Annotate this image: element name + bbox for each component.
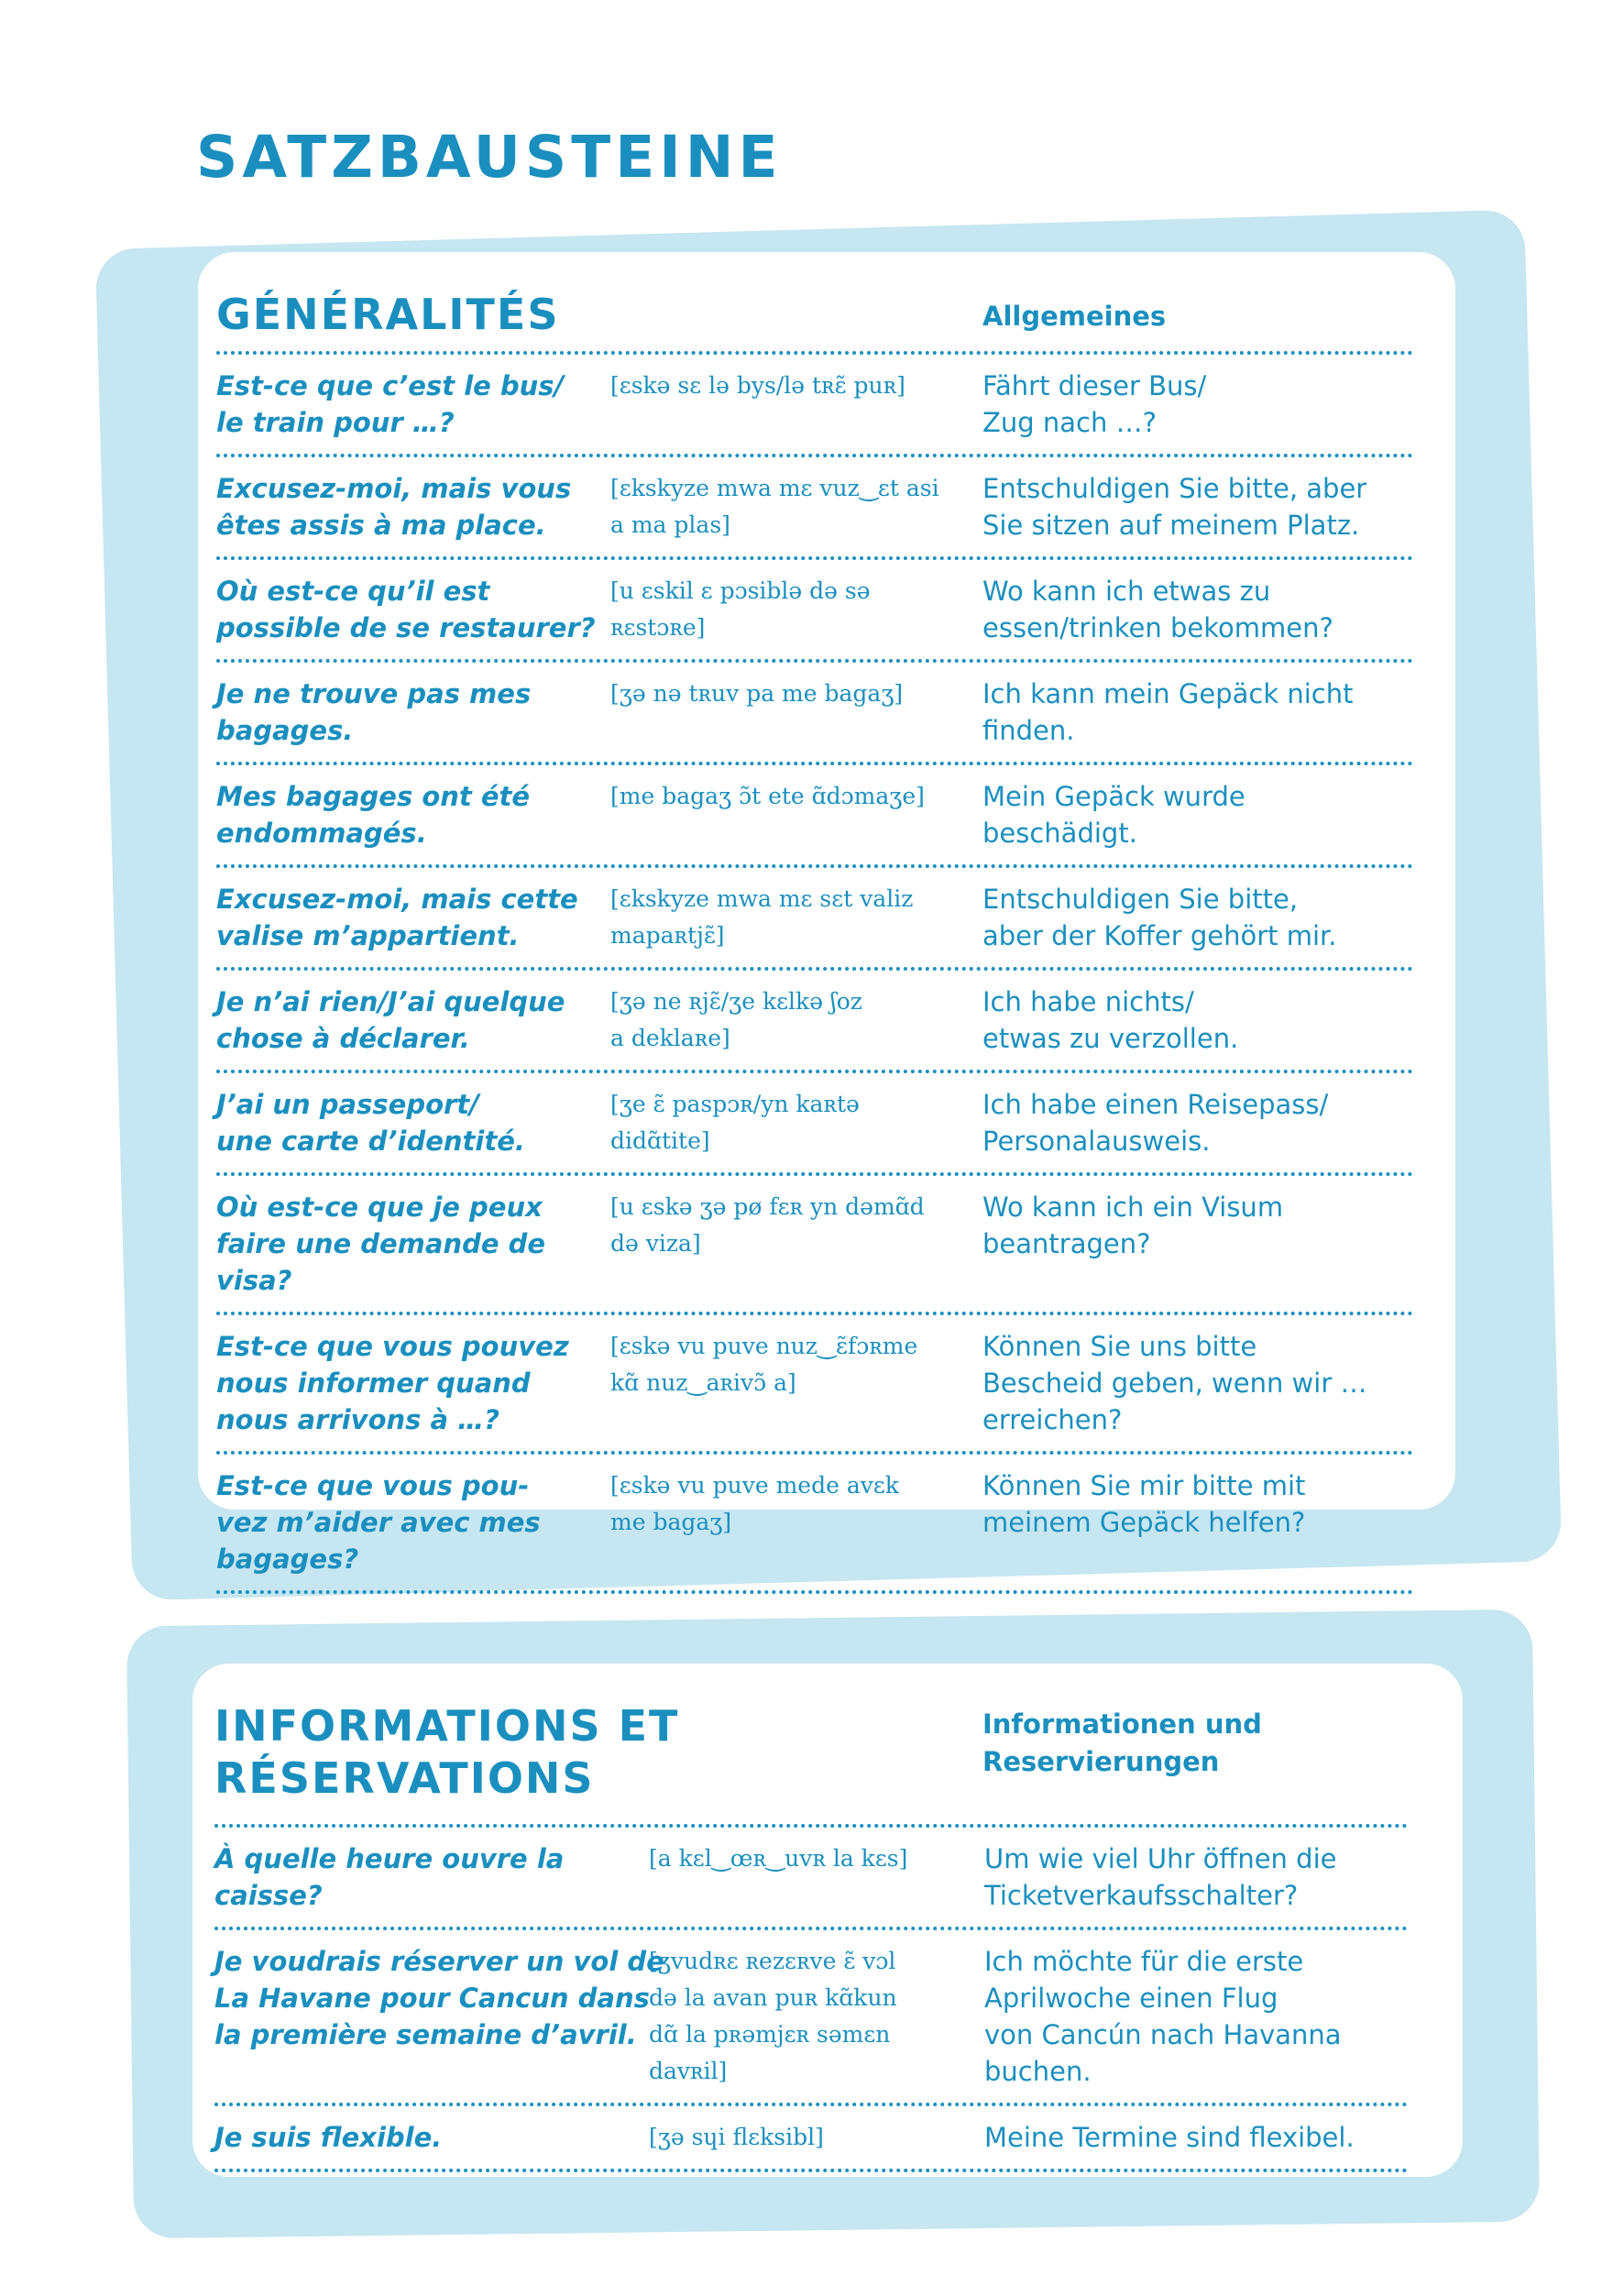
phrase-table [214,1824,1408,2172]
phonetic-transcription: [ɛkskyze mwa mɛ vuz‿ɛt asi a ma plas] [610,475,939,538]
table-row [216,556,1413,659]
section-subtitle: Informationen und Reservierungen [982,1708,1262,1778]
phonetic-transcription: [u ɛskil ɛ pɔsiblə də sə ʀɛstɔʀe] [610,577,871,641]
table-row [216,659,1413,762]
table-row [216,1451,1413,1594]
section-title: GÉNÉRALITÉS [216,290,560,339]
french-phrase: Est-ce que vous pou- vez m’aider avec mes bagages? [216,1470,541,1575]
french-phrase: J’ai un passeport/ une carte d’identité. [216,1089,525,1157]
german-translation: Ich habe einen Reisepass/ Personalausweis. [982,1089,1329,1157]
german-translation: Ich habe nichts/ etwas zu verzollen. [982,986,1239,1054]
french-phrase: À quelle heure ouvre la caisse? [214,1843,565,1911]
section-card-informations [192,1664,1463,2177]
phonetic-transcription: [ɛkskyze mwa mɛ sɛt valiz mapaʀtjɛ̃] [610,885,914,949]
table-row [214,2103,1408,2172]
french-phrase: Excusez-moi, mais vous êtes assis à ma place. [216,473,572,541]
phonetic-transcription: [ɛskə vu puve mede avɛk me bagaʒ] [610,1472,899,1535]
french-phrase: Je n’ai rien/J’ai quelque chose à déclarer. [216,986,565,1054]
section-subtitle: Allgemeines [982,301,1167,332]
german-translation: Ich kann mein Gepäck nicht finden. [982,678,1354,746]
phonetic-transcription: [ʒvudʀɛ ʀezɛʀve ɛ̃ vɔl də la avan puʀ kɑ̃kun dɑ̃ la pʀəmjɛʀ səmɛn davʀil] [649,1948,897,2084]
french-phrase: Mes bagages ont été endommagés. [216,781,531,849]
german-translation: Mein Gepäck wurde beschädigt. [982,781,1245,849]
french-phrase: Est-ce que c’est le bus/ le train pour …? [216,370,565,438]
phonetic-transcription: [ʒə nə tʀuv pa me bagaʒ] [610,680,904,707]
table-row [216,967,1413,1070]
german-translation: Ich möchte für die erste Aprilwoche einen Flug von Cancún nach Havanna buchen. [984,1946,1342,2087]
french-phrase: Où est-ce que je peux faire une demande de visa? [216,1192,546,1296]
french-phrase: Je ne trouve pas mes bagages. [216,678,532,746]
table-row [214,1824,1408,1927]
german-translation: Um wie viel Uhr öffnen die Ticketverkaufsschalter? [984,1843,1337,1911]
table-row [216,454,1413,556]
phonetic-transcription: [ʒə ne ʀjɛ̃/ʒe kɛlkə ʃoz a deklaʀe] [610,988,862,1051]
phrase-table [216,351,1413,1594]
german-translation: Können Sie uns bitte Bescheid geben, wenn wir … erreichen? [982,1331,1367,1435]
german-translation: Fährt dieser Bus/ Zug nach …? [982,370,1207,438]
phonetic-transcription: [ɛskə sɛ lə bys/lə tʀɛ̃ puʀ] [610,372,905,399]
table-row [216,1070,1413,1172]
phonetic-transcription: [u ɛskə ʒə pø fɛʀ yn dəmɑ̃d də viza] [610,1193,925,1257]
phonetic-transcription: [ʒe ɛ̃ paspɔʀ/yn kaʀtə didɑ̃tite] [610,1091,860,1154]
table-row [216,864,1413,967]
section-card-generalites [198,252,1455,1575]
phonetic-transcription: [ɛskə vu puve nuz‿ɛ̃fɔʀme kɑ̃ nuz‿aʀivɔ̃ a] [610,1333,918,1396]
phonetic-transcription: [ʒə sɥi flɛksibl] [649,2124,824,2150]
phonetic-transcription: [a kɛl‿œʀ‿uvʀ la kɛs] [649,1845,908,1872]
table-row [216,762,1413,864]
german-translation: Meine Termine sind flexibel. [984,2122,1355,2153]
french-phrase: Excusez-moi, mais cette valise m’appartient. [216,884,578,951]
section-title: INFORMATIONS ET RÉSERVATIONS [214,1701,680,1804]
german-translation: Entschuldigen Sie bitte, aber der Koffer gehört mir. [982,884,1337,951]
phonetic-transcription: [me bagaʒ ɔ̃t ete ɑ̃dɔmaʒe] [610,783,925,809]
french-phrase: Je suis flexible. [214,2122,443,2153]
german-translation: Entschuldigen Sie bitte, aber Sie sitzen auf meinem Platz. [982,473,1367,541]
table-row [214,1927,1408,2103]
german-translation: Können Sie mir bitte mit meinem Gepäck helfen? [982,1470,1306,1538]
german-translation: Wo kann ich ein Visum beantragen? [982,1192,1284,1259]
german-translation: Wo kann ich etwas zu essen/trinken bekommen? [982,576,1333,643]
table-row [216,1172,1413,1312]
french-phrase: Je voudrais réserver un vol de La Havane pour Cancun dans la première semaine d’avril. [214,1946,664,2050]
french-phrase: Est-ce que vous pouvez nous informer quand nous arrivons à …? [216,1331,569,1435]
table-row [216,1312,1413,1451]
french-phrase: Où est-ce qu’il est possible de se restaurer? [216,576,596,643]
page-title: SATZBAUSTEINE [196,124,783,191]
table-row [216,351,1413,454]
